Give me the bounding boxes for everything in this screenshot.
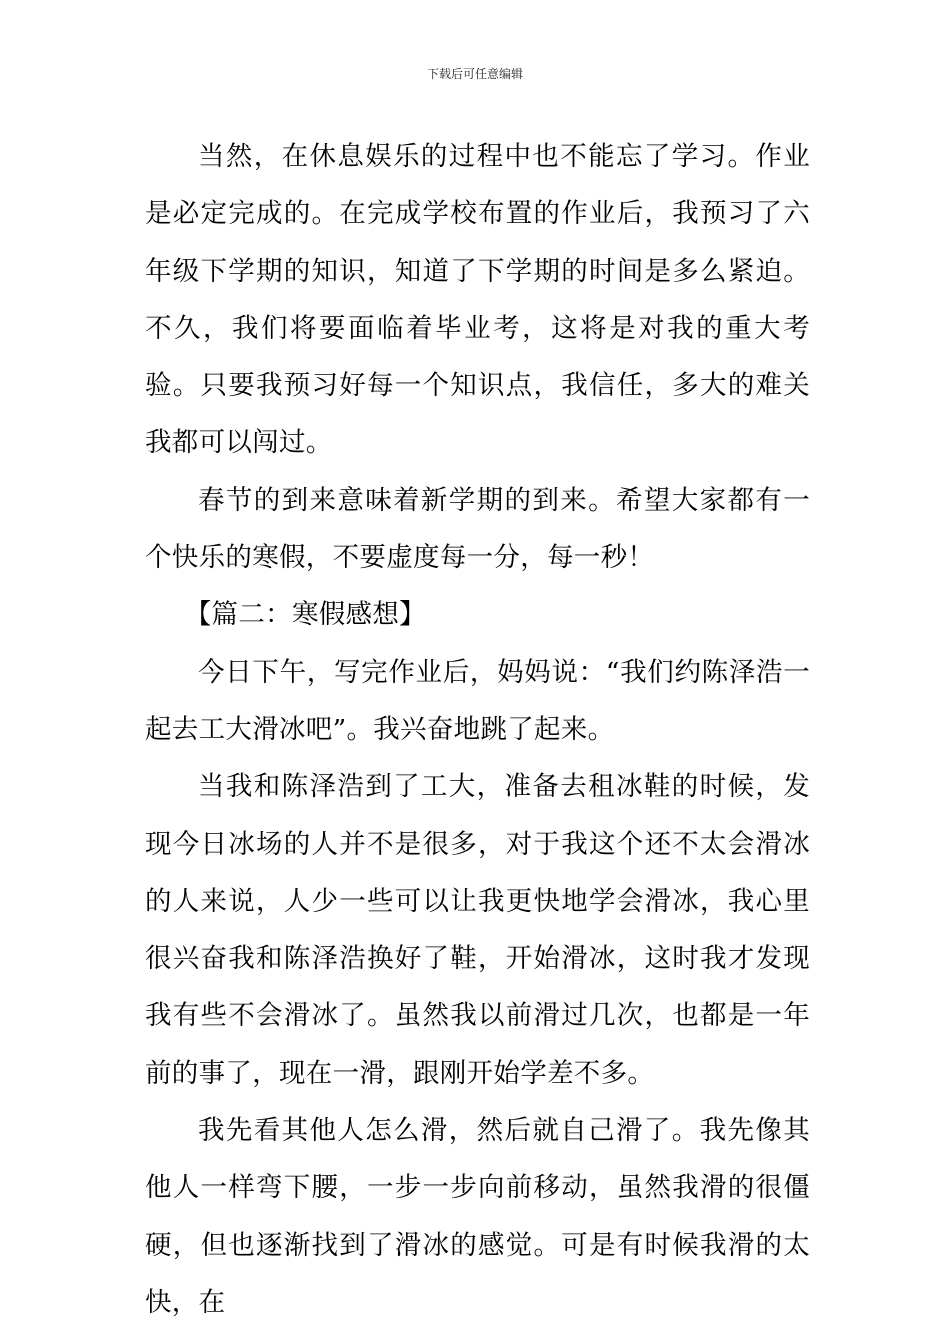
document-body: [145, 128, 810, 1331]
paragraph-rink: 当我和陈泽浩到了工大，准备去租冰鞋的时候，发现今日冰场的人并不是很多，对于我这个还不太会滑冰的人来说，人少一些可以让我更快地学会滑冰，我心里很兴奋我和陈泽浩换好了鞋，开始滑冰，这时我才发现我有些不会滑冰了。虽然我以前滑过几次，也都是一年前的事了，现在一滑，跟刚开始学差不多。: [145, 771, 810, 1089]
paragraph-spring-festival: 春节的到来意味着新学期的到来。希望大家都有一个快乐的寒假，不要虚度每一分，每一秒！: [145, 484, 810, 574]
paragraph-study: 当然，在休息娱乐的过程中也不能忘了学习。作业是必定完成的。在完成学校布置的作业后，我预习了六年级下学期的知识，知道了下学期的时间是多么紧迫。不久，我们将要面临着毕业考，这将是对我的重大考验。只要我预习好每一个知识点，我信任，多大的难关我都可以闯过。: [145, 141, 810, 459]
section-heading: 【篇二：寒假感想】: [184, 599, 426, 631]
page-header: 下载后可任意编辑: [426, 67, 523, 81]
paragraph-skating: 我先看其他人怎么滑，然后就自己滑了。我先像其他人一样弯下腰，一步一步向前移动，虽然我滑的很僵硬，但也逐渐找到了滑冰的感觉。可是有时候我滑的太快，在: [145, 1115, 810, 1318]
paragraph-afternoon: 今日下午，写完作业后，妈妈说：“我们约陈泽浩一起去工大滑冰吧”。我兴奋地跳了起来。: [145, 656, 810, 745]
